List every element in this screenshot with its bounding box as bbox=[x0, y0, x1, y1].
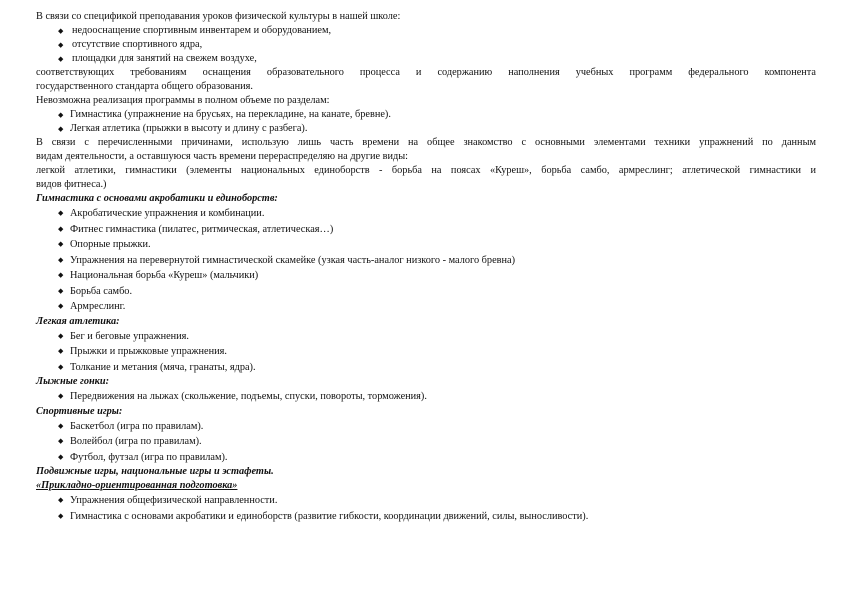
section-title-outdoor-games: Подвижные игры, национальные игры и эстафеты. bbox=[36, 466, 274, 477]
list-item: ◆ площадки для занятий на свежем воздухе, bbox=[58, 53, 257, 64]
bullet-icon: ◆ bbox=[58, 55, 64, 63]
list-item: ◆ Национальная борьба «Куреш» (мальчики) bbox=[36, 268, 816, 284]
bullet-icon: ◆ bbox=[58, 347, 64, 355]
therefore-line-3: легкой атлетики, гимнастики (элементы национальных единоборств - борьба на поясах «Куреш», борьба самбо, армреслинг; атлетической гимнастики и bbox=[36, 165, 816, 176]
list-item: ◆ недооснащение спортивным инвентарем и оборудованием, bbox=[58, 25, 332, 36]
therefore-line-1: В связи с перечисленными причинами, использую лишь часть времени на общее знакомство с основными элементами техники упражнений по данным bbox=[36, 137, 816, 148]
bullet-icon: ◆ bbox=[58, 421, 64, 430]
list-item: ◆ Волейбол (игра по правилам). bbox=[36, 434, 816, 450]
bullet-icon: ◆ bbox=[58, 362, 64, 371]
therefore-line-4: видов фитнеса.) bbox=[36, 179, 107, 190]
bullet-icon: ◆ bbox=[58, 271, 64, 279]
intro-text: В связи со спецификой преподавания уроков физической культуры в нашей школе: bbox=[36, 11, 401, 22]
bullet-icon: ◆ bbox=[58, 27, 64, 35]
impossible-list bbox=[36, 108, 816, 136]
reasons-continuation: соответствующих требованиям оснащения образовательного процесса и содержанию наполнения учебных программ федерального компонента bbox=[36, 67, 816, 78]
list-item: ◆ Гимнастика с основами акробатики и единоборств (развитие гибкости, координации движений, силы, выносливости). bbox=[36, 509, 816, 525]
bullet-icon: ◆ bbox=[58, 331, 64, 340]
therefore-line-2: видам деятельности, а оставшуюся часть времени перераспределяю на другие виды: bbox=[36, 151, 409, 162]
bullet-icon: ◆ bbox=[58, 111, 64, 119]
list-item: ◆ Гимнастика (упражнение на брусьях, на перекладине, на канате, бревне). bbox=[58, 109, 391, 120]
bullet-icon: ◆ bbox=[58, 511, 64, 520]
list-item: ◆ Баскетбол (игра по правилам). bbox=[36, 419, 816, 435]
list-item: ◆ Бег и беговые упражнения. bbox=[36, 329, 816, 345]
bullet-icon: ◆ bbox=[58, 209, 64, 217]
list-item: ◆ Борьба самбо. bbox=[36, 284, 816, 300]
list-item: ◆ Передвижения на лыжах (скольжение, подъемы, спуски, повороты, торможения). bbox=[36, 389, 816, 405]
section-title-applied: «Прикладно-ориентированная подготовка» bbox=[36, 480, 238, 491]
list-item: ◆ Упражнения общефизической направленности. bbox=[36, 493, 816, 509]
section-title-skiing: Лыжные гонки: bbox=[36, 376, 110, 387]
section-title-gymnastics: Гимнастика с основами акробатики и единоборств: bbox=[36, 193, 278, 204]
list-item: ◆ отсутствие спортивного ядра, bbox=[58, 39, 203, 50]
impossible-title: Невозможна реализация программы в полном объеме по разделам: bbox=[36, 95, 330, 106]
list-item: ◆ Фитнес гимнастика (пилатес, ритмическая, атлетическая…) bbox=[36, 222, 816, 238]
list-item: ◆ Толкание и метания (мяча, гранаты, ядра). bbox=[36, 360, 816, 376]
section-title-sport-games: Спортивные игры: bbox=[36, 405, 123, 417]
applied-list bbox=[36, 493, 816, 524]
bullet-icon: ◆ bbox=[58, 240, 64, 248]
list-item: ◆ Футбол, футзал (игра по правилам). bbox=[36, 450, 816, 466]
bullet-icon: ◆ bbox=[58, 224, 64, 233]
list-item: ◆ Акробатические упражнения и комбинации. bbox=[36, 206, 816, 222]
bullet-icon: ◆ bbox=[58, 392, 64, 400]
bullet-icon: ◆ bbox=[58, 125, 64, 133]
gymnastics-list bbox=[36, 206, 816, 315]
skiing-list bbox=[36, 389, 816, 405]
reasons-continuation-2: государственного стандарта общего образования. bbox=[36, 81, 253, 92]
list-item: ◆ Опорные прыжки. bbox=[36, 237, 816, 253]
list-item: ◆ Легкая атлетика (прыжки в высоту и длину с разбега). bbox=[58, 123, 308, 134]
section-title-athletics: Легкая атлетика: bbox=[36, 315, 120, 327]
list-item: ◆ Прыжки и прыжковые упражнения. bbox=[36, 344, 816, 360]
bullet-icon: ◆ bbox=[58, 41, 64, 49]
sport-games-list bbox=[36, 419, 816, 466]
list-item: ◆ Армреслинг. bbox=[36, 299, 816, 315]
list-item: ◆ Упражнения на перевернутой гимнастической скамейке (узкая часть-аналог низкого - малого бревна) bbox=[36, 253, 816, 269]
bullet-icon: ◆ bbox=[58, 452, 64, 461]
bullet-icon: ◆ bbox=[58, 255, 64, 264]
reasons-list bbox=[36, 24, 816, 66]
athletics-list bbox=[36, 329, 816, 376]
bullet-icon: ◆ bbox=[58, 437, 64, 445]
bullet-icon: ◆ bbox=[58, 286, 64, 295]
bullet-icon: ◆ bbox=[58, 302, 64, 310]
bullet-icon: ◆ bbox=[58, 496, 64, 504]
